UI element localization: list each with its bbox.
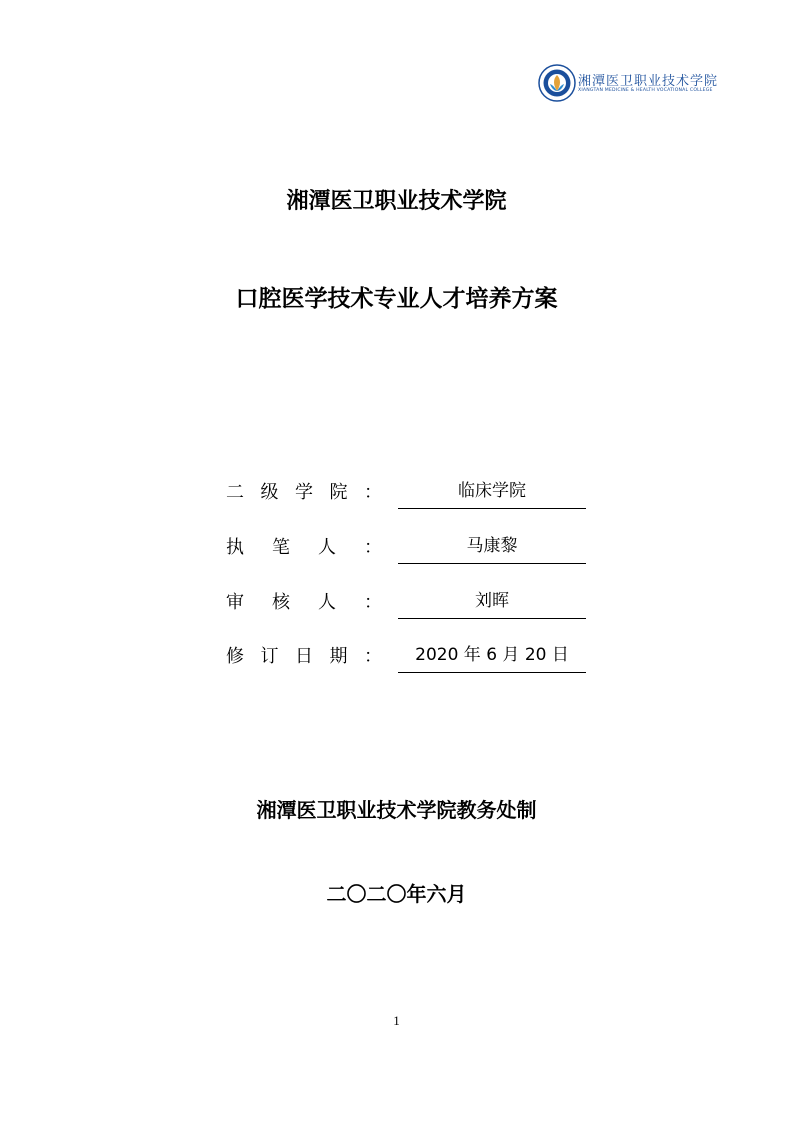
info-label: 二 级 学 院 ： (226, 482, 382, 503)
info-label: 修 订 日 期 ： (226, 646, 382, 667)
info-value: 马康黎 (466, 536, 518, 556)
underline (398, 672, 586, 673)
info-row-reviewer (226, 588, 586, 628)
issuer-line: 湘潭医卫职业技术学院教务处制 (256, 798, 537, 822)
college-emblem-icon (538, 64, 576, 102)
program-title: 口腔医学技术专业人才培养方案 (235, 285, 558, 312)
info-value: 临床学院 (458, 481, 526, 501)
info-row-revision-date (226, 642, 586, 682)
info-label: 审 核 人 ： (226, 592, 382, 613)
info-value: 刘晖 (475, 591, 509, 611)
school-title: 湘潭医卫职业技术学院 (286, 188, 507, 214)
logo-english-name: XIANGTAN MEDICINE & HEALTH VOCATIONAL COLLEGE (578, 88, 713, 93)
college-logo (538, 64, 719, 104)
info-row-author (226, 533, 586, 573)
underline (398, 563, 586, 564)
logo-college-name: 湘潭医卫职业技术学院 (578, 74, 719, 89)
info-value: 2020 年 6 月 20 日 (415, 645, 569, 665)
info-row-college (226, 478, 586, 518)
underline (398, 508, 586, 509)
info-label: 执 笔 人 ： (226, 537, 382, 558)
issue-date: 二〇二〇年六月 (326, 882, 467, 906)
page-number: 1 (393, 1013, 400, 1028)
underline (398, 618, 586, 619)
